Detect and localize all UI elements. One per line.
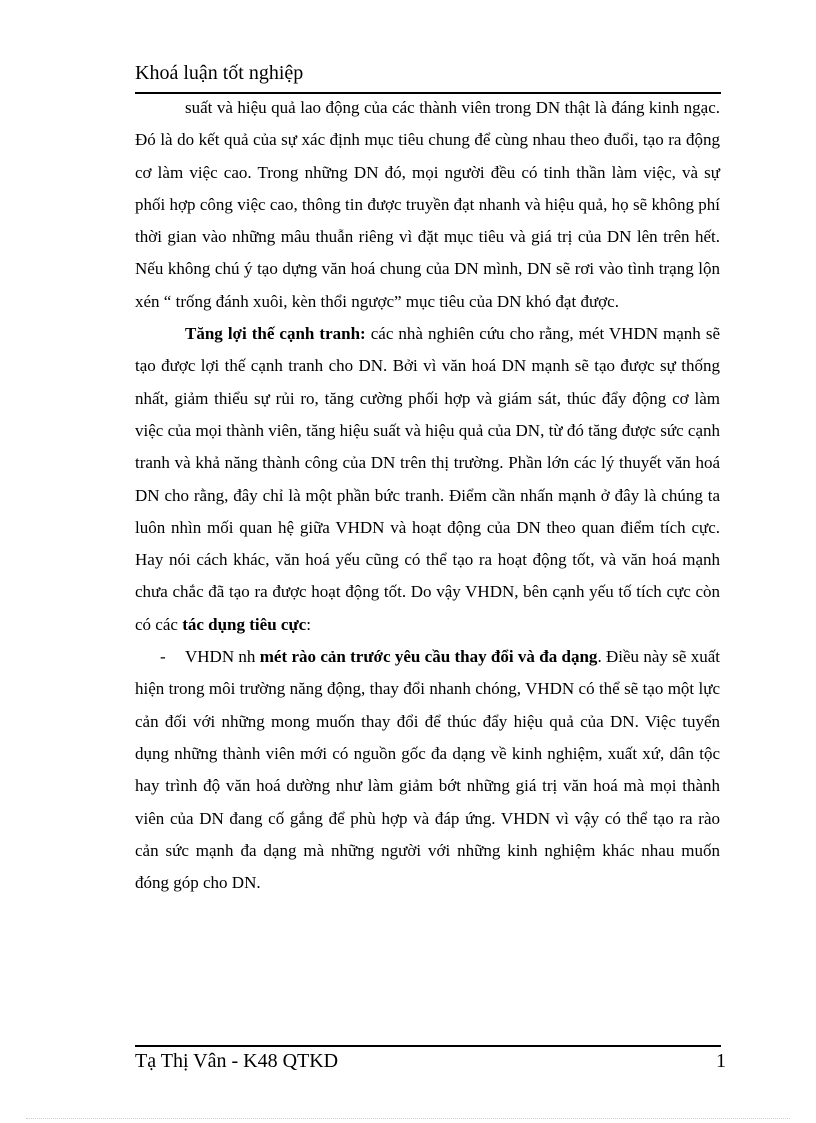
- paragraph-2-bold-end: tác dụng tiêu cực: [182, 614, 307, 634]
- paragraph-2: [135, 318, 720, 641]
- page-number: 1: [716, 1050, 726, 1072]
- paragraph-1: suất và hiệu quả lao động của các thành viên trong DN thật là đáng kinh ngạc. Đó là do kết quả của sự xác định mục tiêu chung để cùng nhau theo đuổi, tạo ra động cơ làm việc cao. Trong những DN đó, mọi người đều có tinh thần làm việc, và sự phối hợp công việc cao, thông tin được truyền đạt nhanh và hiệu quả, họ sẽ không phí thời gian vào những mâu thuẫn riêng vì đặt mục tiêu và giá trị của DN lên trên hết. Nếu không chú ý tạo dựng văn hoá chung của DN mình, DN sẽ rơi vào tình trạng lộn xén “ trống đánh xuôi, kèn thổi ngược” mục tiêu của DN khó đạt được.: [135, 98, 720, 311]
- paragraph-3-lead: VHDN nh: [185, 647, 260, 667]
- paragraph-2-lead: Tăng lợi thế cạnh tranh:: [185, 324, 366, 344]
- paragraph-3-body: . Điều này sẽ xuất hiện trong môi trường năng động, thay đổi nhanh chóng, VHDN có thể sẽ tạo một lực cản đối với những mong muốn thay đổi để thúc đẩy hiệu quả của DN. Việc tuyển dụng những thành viên mới có nguồn gốc đa dạng về kinh nghiệm, xuất xứ, dân tộc hay trình độ văn hoá dường như làm giảm bớt những giá trị văn hoá mà mọi thành viên của DN đang cố gắng để phù hợp và đáp ứng. VHDN vì vậy có thể tạo ra rào cản sức mạnh đa dạng mà những người với những kinh nghiệm khác nhau muốn đóng góp cho DN.: [135, 647, 721, 893]
- paragraph-2-body: các nhà nghiên cứu cho rằng, mét VHDN mạnh sẽ tạo được lợi thế cạnh tranh cho DN. Bởi vì văn hoá DN mạnh sẽ tạo được sự thống nhất, giảm thiểu sự rủi ro, tăng cường phối hợp và giám sát, thúc đẩy động cơ làm việc của mọi thành viên, tăng hiệu suất và hiệu quả của DN, từ đó tăng được sức cạnh tranh và khả năng thành công của DN trên thị trường. Phần lớn các lý thuyết văn hoá DN cho rằng, đây chỉ là một phần bức tranh. Điểm cần nhấn mạnh ở đây là chúng ta luôn nhìn mối quan hệ giữa VHDN và hoạt động của DN theo quan điểm tích cực. Hay nói cách khác, văn hoá yếu cũng có thể tạo ra hoạt động tốt, và văn hoá mạnh chưa chắc đã tạo ra được hoạt động tốt. Do vậy VHDN, bên cạnh yếu tố tích cực còn có các: [135, 324, 721, 634]
- paragraph-3: [135, 641, 720, 899]
- page-header-title: Khoá luận tốt nghiệp: [135, 62, 304, 84]
- footer-divider: [135, 1045, 721, 1047]
- page-bottom-edge: [26, 1118, 790, 1119]
- bullet-dash: -: [160, 647, 166, 667]
- footer-author: Tạ Thị Vân - K48 QTKD: [135, 1050, 339, 1072]
- document-body: [135, 92, 720, 899]
- paragraph-3-bold: mét rào cản trước yêu cầu thay đổi và đa dạng: [259, 647, 598, 667]
- paragraph-2-tail: :: [306, 614, 311, 634]
